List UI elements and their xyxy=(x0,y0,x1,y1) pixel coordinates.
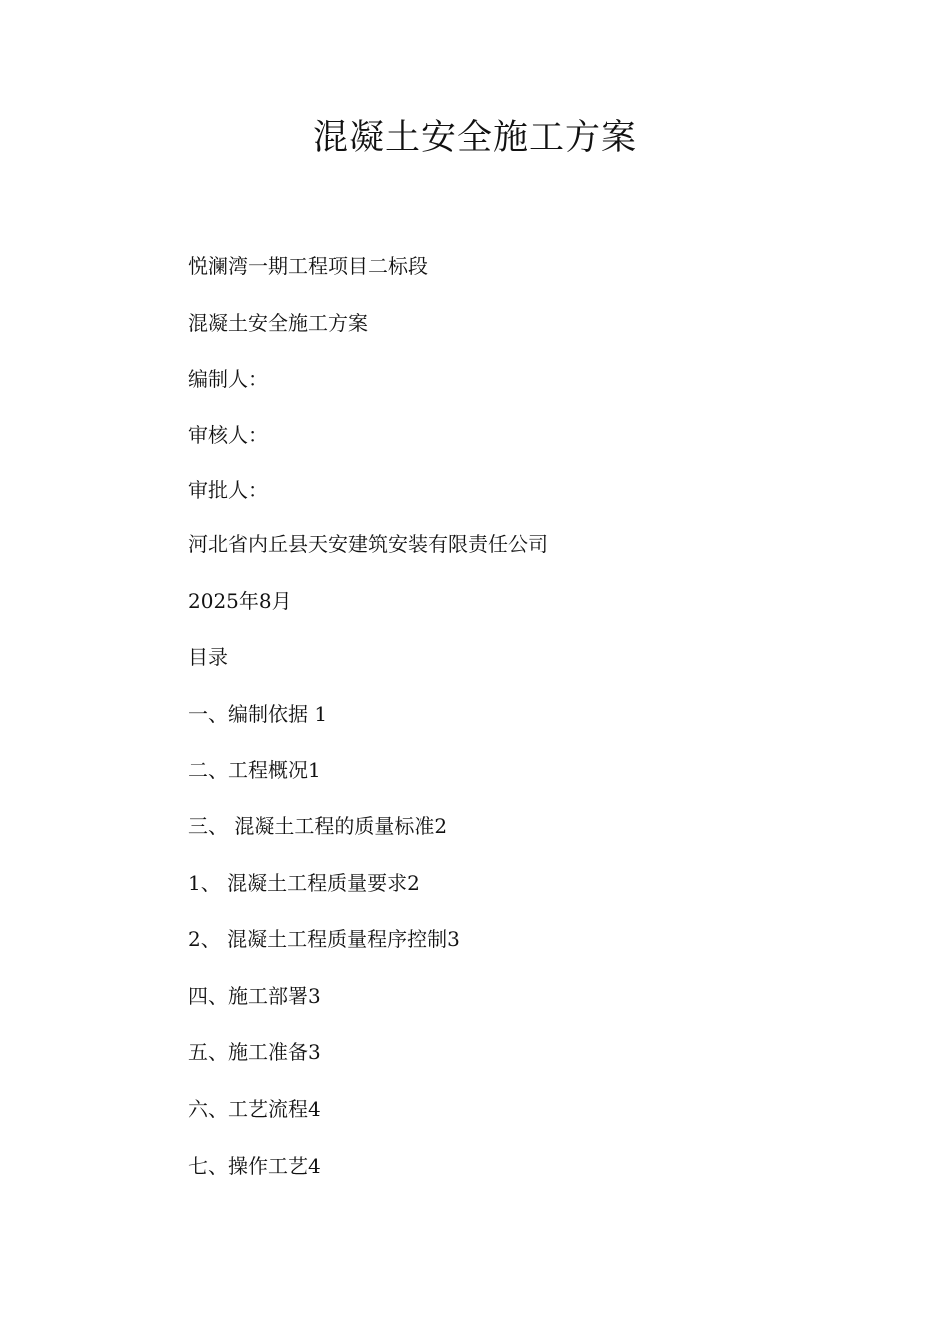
compiler-label: 编制人： xyxy=(188,367,268,391)
toc-entry: 2、 混凝土工程质量程序控制3 xyxy=(188,927,460,951)
document-title: 混凝土安全施工方案 xyxy=(312,118,637,158)
toc-entry: 六、工艺流程4 xyxy=(188,1097,321,1121)
toc-heading: 目录 xyxy=(188,645,228,669)
toc-entry: 1、 混凝土工程质量要求2 xyxy=(188,871,420,895)
toc-entry: 五、施工准备3 xyxy=(188,1040,321,1064)
toc-entry: 七、操作工艺4 xyxy=(188,1154,321,1178)
company-name: 河北省内丘县天安建筑安装有限责任公司 xyxy=(188,532,548,556)
toc-entry: 四、施工部署3 xyxy=(188,984,321,1008)
cover-subtitle: 混凝土安全施工方案 xyxy=(188,311,368,335)
toc-entry: 二、工程概况1 xyxy=(188,758,321,782)
toc-entry: 一、编制依据 1 xyxy=(188,702,328,726)
toc-entry: 三、 混凝土工程的质量标准2 xyxy=(188,814,448,838)
document-date: 2025年8月 xyxy=(188,589,292,613)
project-name: 悦澜湾一期工程项目二标段 xyxy=(188,254,428,278)
reviewer-label: 审核人： xyxy=(188,423,268,447)
approver-label: 审批人： xyxy=(188,478,268,502)
